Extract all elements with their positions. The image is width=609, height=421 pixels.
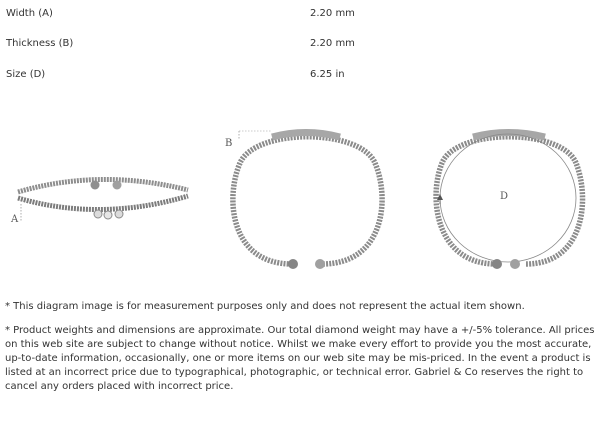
spec-value: 6.25 in	[310, 69, 345, 80]
bracelet-top-view	[225, 131, 382, 269]
top-view-end-cap	[288, 259, 298, 269]
size-view-wire	[436, 137, 582, 264]
label-b: B	[225, 138, 233, 149]
spec-label: Thickness (B)	[6, 38, 74, 49]
spec-value: 2.20 mm	[310, 8, 355, 19]
pricing-disclaimer: * Product weights and dimensions are approximate. Our total diamond weight may have a +/-5% tolerance. All prices on this web site are subject to change without notice. Whilst we make every effort to provide you the most accurate, up-to-date information, occasionally, one or more items on our web site may be mis-priced. In the event a product is listed at an incorrect price due to typographical, photographic, or technical error. Gabriel & Co reserves the right to cancel any orders placed with incorrect price.	[5, 325, 595, 392]
disclaimer-notes	[5, 300, 603, 394]
label-a: A	[11, 214, 19, 225]
spec-label: Size (D)	[6, 69, 46, 80]
side-view-end-cap	[91, 181, 100, 190]
label-d: D	[500, 191, 509, 202]
top-view-end-cap	[315, 259, 325, 269]
spec-value: 2.20 mm	[310, 38, 355, 49]
diagram-disclaimer: * This diagram image is for measurement purposes only and does not represent the actual item shown.	[5, 301, 525, 312]
bracelet-measurement-diagram	[0, 118, 609, 288]
bracelet-side-view	[10, 179, 188, 225]
side-view-diamond	[115, 210, 123, 218]
size-view-end-cap	[510, 259, 520, 269]
side-view-diamond	[94, 210, 102, 218]
side-view-bottom-wire	[18, 196, 188, 210]
spec-label: Width (A)	[6, 8, 53, 19]
size-view-end-cap	[492, 259, 502, 269]
side-view-end-cap	[113, 181, 122, 190]
side-view-diamond	[104, 211, 112, 219]
spec-row-thickness	[0, 30, 609, 60]
top-view-wire	[233, 137, 382, 264]
top-view-diamond-bar	[272, 133, 340, 138]
spec-row-width	[0, 0, 609, 30]
side-view-top-wire	[18, 179, 188, 192]
spec-row-size	[0, 61, 609, 91]
bracelet-size-view	[436, 133, 582, 270]
